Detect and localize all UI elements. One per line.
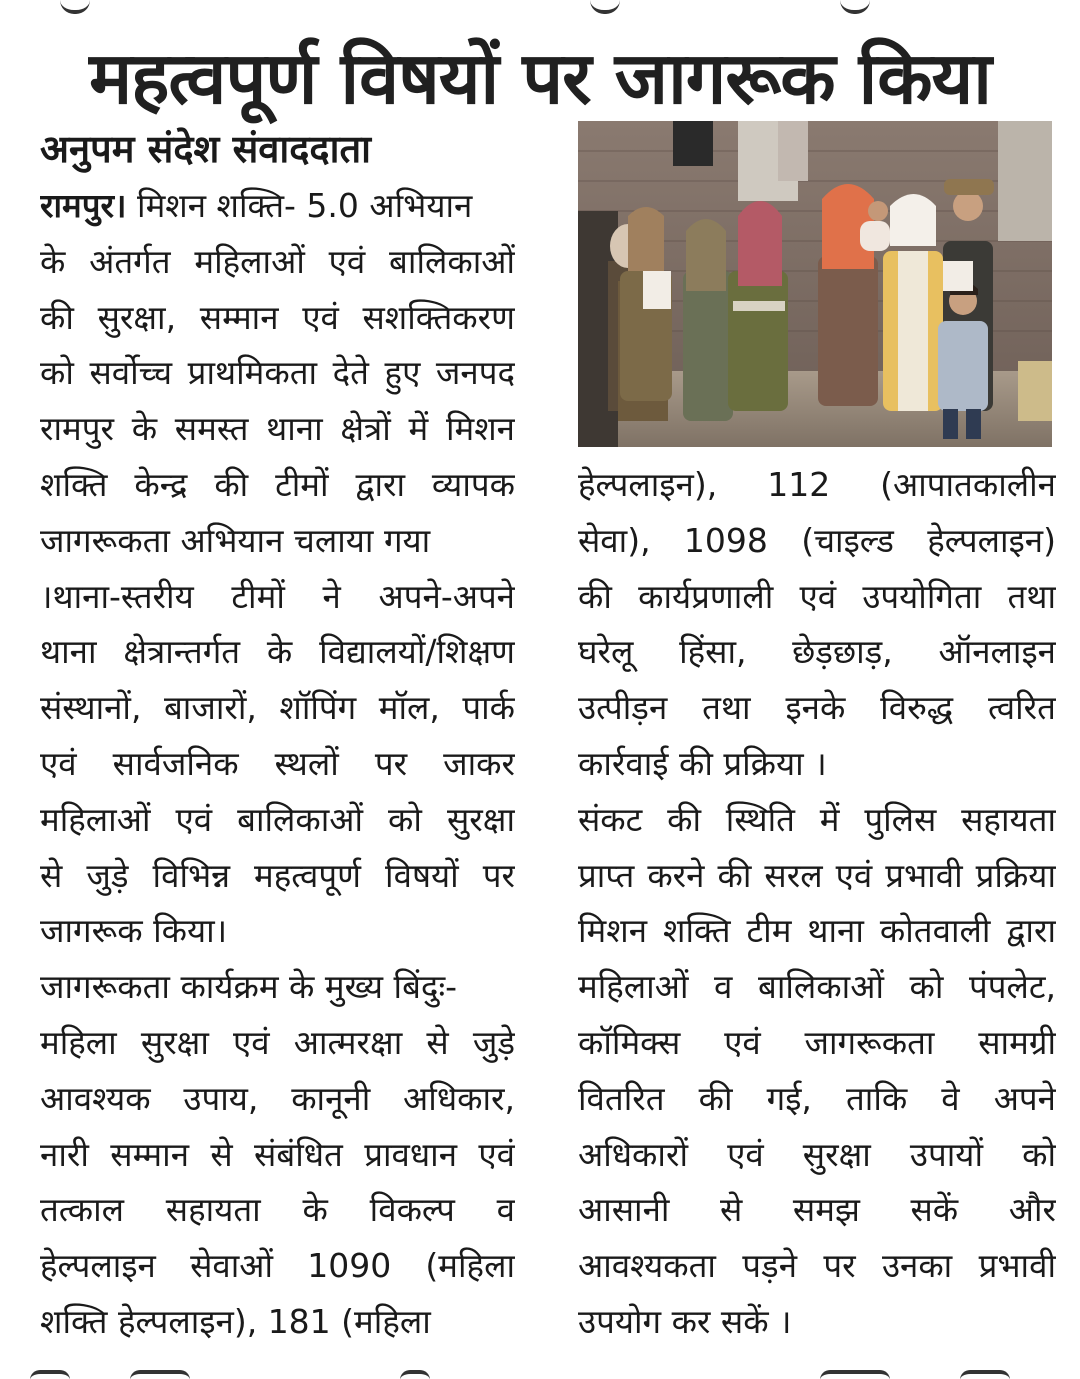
group-photo-icon <box>578 121 1052 447</box>
article-line: ।थाना-स्तरीय टीमों ने अपने-अपने <box>40 576 515 616</box>
article-line: तत्काल सहायता के विकल्प व <box>40 1190 515 1230</box>
article-line: उत्पीड़न तथा इनके विरुद्ध त्वरित <box>578 688 1056 728</box>
article-line: हेल्पलाइन सेवाओं 1090 (महिला <box>40 1246 515 1286</box>
article-line: को सर्वोच्च प्राथमिकता देते हुए जनपद <box>40 353 515 393</box>
article-line: रामपुर के समस्त थाना क्षेत्रों में मिशन <box>40 409 515 449</box>
article-line: आसानी से समझ सकें और <box>578 1190 1056 1230</box>
article-line: संस्थानों, बाजारों, शॉपिंग मॉल, पार्क <box>40 688 515 728</box>
article-line: शक्ति केन्द्र की टीमों द्वारा व्यापक <box>40 464 515 504</box>
article-line: जागरूकता अभियान चलाया गया <box>40 520 431 560</box>
left-column <box>40 178 515 1350</box>
byline: अनुपम संदेश संवाददाता <box>40 127 371 171</box>
bottom-cut-text-fragment <box>0 1366 1080 1379</box>
headline: महत्वपूर्ण विषयों पर जागरूक किया <box>89 36 991 120</box>
article-line: नारी सम्मान से संबंधित प्रावधान एवं <box>40 1134 515 1174</box>
article-line: शक्ति हेल्पलाइन), 181 (महिला <box>40 1301 431 1341</box>
article-line: आवश्यक उपाय, कानूनी अधिकार, <box>40 1078 515 1118</box>
article-line: के अंतर्गत महिलाओं एवं बालिकाओं <box>40 241 515 281</box>
article-line-text: मिशन शक्ति- 5.0 अभियान <box>126 186 473 225</box>
article-line: अधिकारों एवं सुरक्षा उपायों को <box>578 1134 1056 1174</box>
article-line: मिशन शक्ति टीम थाना कोतवाली द्वारा <box>578 911 1056 951</box>
article-line: महिलाओं एवं बालिकाओं को सुरक्षा <box>40 799 515 839</box>
article-line: थाना क्षेत्रान्तर्गत के विद्यालयों/शिक्षण <box>40 632 515 672</box>
article-line: कार्रवाई की प्रक्रिया । <box>578 743 827 783</box>
article-line: संकट की स्थिति में पुलिस सहायता <box>578 799 1056 839</box>
article-line: कॉमिक्स एवं जागरूकता सामग्री <box>578 1022 1056 1062</box>
news-photo <box>578 121 1052 447</box>
article-line: उपयोग कर सकें । <box>578 1301 792 1341</box>
article-line: प्राप्त करने की सरल एवं प्रभावी प्रक्रिया <box>578 855 1056 895</box>
article-line: की कार्यप्रणाली एवं उपयोगिता तथा <box>578 576 1056 616</box>
article-line: से जुड़े विभिन्न महत्वपूर्ण विषयों पर <box>40 855 515 895</box>
article-line: वितरित की गई, ताकि वे अपने <box>578 1078 1056 1118</box>
right-column <box>578 457 1056 1350</box>
article-line <box>40 178 515 234</box>
top-cut-text-fragment <box>0 0 1080 14</box>
article-line: हेल्पलाइन), 112 (आपातकालीन <box>578 465 1056 504</box>
article-line: जागरूक किया। <box>40 911 228 951</box>
article-line: सेवा), 1098 (चाइल्ड हेल्पलाइन) <box>578 520 1056 560</box>
article-line: घरेलू हिंसा, छेड़छाड़, ऑनलाइन <box>578 632 1056 672</box>
article-line: महिला सुरक्षा एवं आत्मरक्षा से जुड़े <box>40 1022 515 1062</box>
article-line: आवश्यकता पड़ने पर उनका प्रभावी <box>578 1246 1056 1286</box>
article-line: जागरूकता कार्यक्रम के मुख्य बिंदुः- <box>40 967 458 1007</box>
article-line: महिलाओं व बालिकाओं को पंपलेट, <box>578 967 1056 1007</box>
article-line: की सुरक्षा, सम्मान एवं सशक्तिकरण <box>40 297 515 337</box>
article-line: एवं सार्वजनिक स्थलों पर जाकर <box>40 743 515 783</box>
dateline: रामपुर। <box>40 186 127 225</box>
